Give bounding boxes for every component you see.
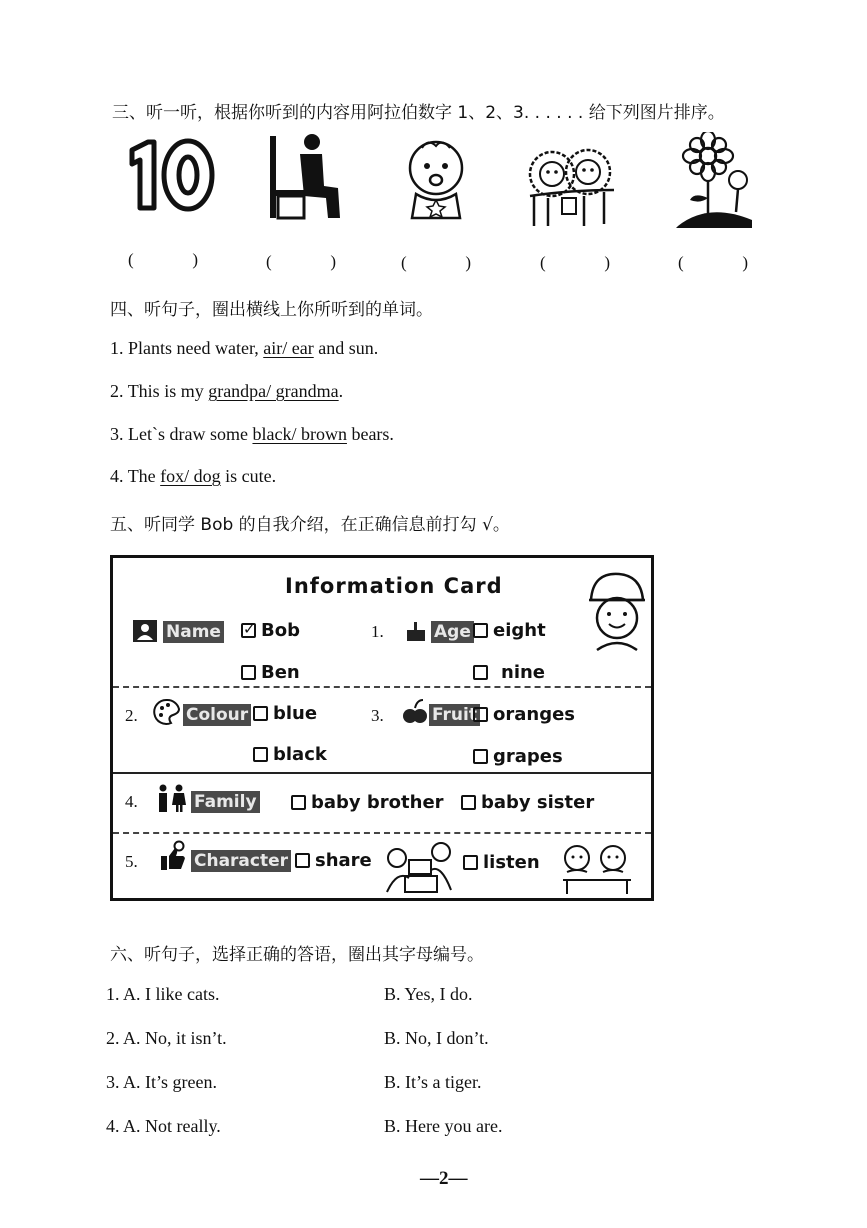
section-6-title: 六、听句子，选择正确的答语，圈出其字母编号。	[110, 945, 484, 965]
card-divider	[113, 772, 651, 774]
word-options[interactable]: fox/ dog	[160, 466, 221, 486]
option-oranges[interactable]: oranges	[473, 704, 575, 725]
option-baby-sister[interactable]: baby sister	[461, 792, 594, 813]
option-grapes[interactable]: grapes	[473, 746, 563, 767]
item-number: 5.	[125, 852, 138, 871]
card-divider	[113, 832, 651, 834]
name-label: Name	[163, 621, 224, 643]
item-number: 4.	[125, 792, 138, 811]
checkbox[interactable]	[461, 795, 476, 810]
word-options[interactable]: grandpa/ grandma	[208, 381, 339, 401]
palette-icon	[153, 698, 181, 726]
page-number: —2—	[420, 1168, 468, 1189]
checkbox[interactable]	[295, 853, 310, 868]
option-blue[interactable]: blue	[253, 703, 317, 724]
sentence-4: 4. The fox/ dog is cute.	[110, 466, 277, 486]
checkbox[interactable]	[463, 855, 478, 870]
checkbox[interactable]	[473, 665, 488, 680]
fruit-label: Fruit	[429, 704, 480, 726]
answer-blank-5[interactable]: ( )	[678, 253, 748, 272]
answer-blank-4[interactable]: ( )	[540, 253, 610, 272]
answer-blank-3[interactable]: ( )	[401, 253, 471, 272]
card-title: Information Card	[285, 574, 503, 598]
option-share[interactable]: share	[295, 850, 372, 871]
checkbox[interactable]	[253, 706, 268, 721]
item-number: 3.	[371, 706, 384, 725]
family-icon	[155, 784, 187, 812]
option-eight[interactable]: eight	[473, 620, 546, 641]
section-4-title: 四、听句子，圈出横线上你所听到的单词。	[110, 300, 433, 320]
option-nine[interactable]: nine	[473, 662, 545, 683]
option-baby-brother[interactable]: baby brother	[291, 792, 444, 813]
fruit-icon	[401, 698, 429, 726]
option-black[interactable]: black	[253, 744, 327, 765]
thumbs-up-icon	[157, 840, 187, 872]
question-4-option-a[interactable]: 4. A. Not really.	[106, 1116, 221, 1136]
checkbox[interactable]	[241, 665, 256, 680]
section-3-title: 三、听一听，根据你听到的内容用阿拉伯数字 1、2、3. . . . . . 给下列图片排序。	[112, 103, 725, 123]
question-4-option-b[interactable]: B. Here you are.	[384, 1116, 503, 1136]
checkbox[interactable]	[473, 623, 488, 638]
colour-label: Colour	[183, 704, 251, 726]
question-1-option-b[interactable]: B. Yes, I do.	[384, 984, 473, 1004]
option-listen[interactable]: listen	[463, 852, 540, 873]
sitting-person-picture	[268, 132, 342, 220]
cake-icon	[405, 620, 427, 642]
baby-picture	[400, 136, 472, 222]
checkbox[interactable]	[473, 707, 488, 722]
question-3-option-a[interactable]: 3. A. It’s green.	[106, 1072, 217, 1092]
item-number: 2.	[125, 706, 138, 725]
checkbox[interactable]	[291, 795, 306, 810]
option-bob[interactable]: ✓ Bob	[241, 620, 300, 641]
age-label: Age	[431, 621, 474, 643]
information-card	[110, 555, 654, 901]
flower-picture	[674, 132, 756, 232]
boy-icon	[583, 570, 649, 654]
checkbox[interactable]	[253, 747, 268, 762]
item-number: 1.	[371, 622, 384, 641]
sentence-1: 1. Plants need water, air/ ear and sun.	[110, 338, 379, 358]
word-options[interactable]: air/ ear	[263, 338, 314, 358]
question-3-option-b[interactable]: B. It’s a tiger.	[384, 1072, 482, 1092]
sentence-3: 3. Let`s draw some black/ brown bears.	[110, 424, 394, 444]
answer-blank-2[interactable]: ( )	[266, 252, 336, 271]
person-icon	[133, 620, 157, 642]
question-1-option-a[interactable]: 1. A. I like cats.	[106, 984, 220, 1004]
checkbox[interactable]	[241, 623, 256, 638]
card-divider	[113, 686, 651, 688]
family-label: Family	[191, 791, 260, 813]
sentence-2: 2. This is my grandpa/ grandma.	[110, 381, 344, 401]
word-options[interactable]: black/ brown	[252, 424, 347, 444]
listening-kids-illustration	[557, 840, 637, 896]
checkbox[interactable]	[473, 749, 488, 764]
section-5-title: 五、听同学 Bob 的自我介绍，在正确信息前打勾 √。	[110, 515, 510, 535]
character-label: Character	[191, 850, 291, 872]
sharing-kids-illustration	[375, 840, 461, 896]
option-ben[interactable]: Ben	[241, 662, 300, 683]
question-2-option-b[interactable]: B. No, I don’t.	[384, 1028, 489, 1048]
question-2-option-a[interactable]: 2. A. No, it isn’t.	[106, 1028, 227, 1048]
answer-blank-1[interactable]: ( )	[128, 250, 198, 269]
lions-picture	[524, 144, 616, 230]
number-ten-picture	[122, 136, 218, 214]
